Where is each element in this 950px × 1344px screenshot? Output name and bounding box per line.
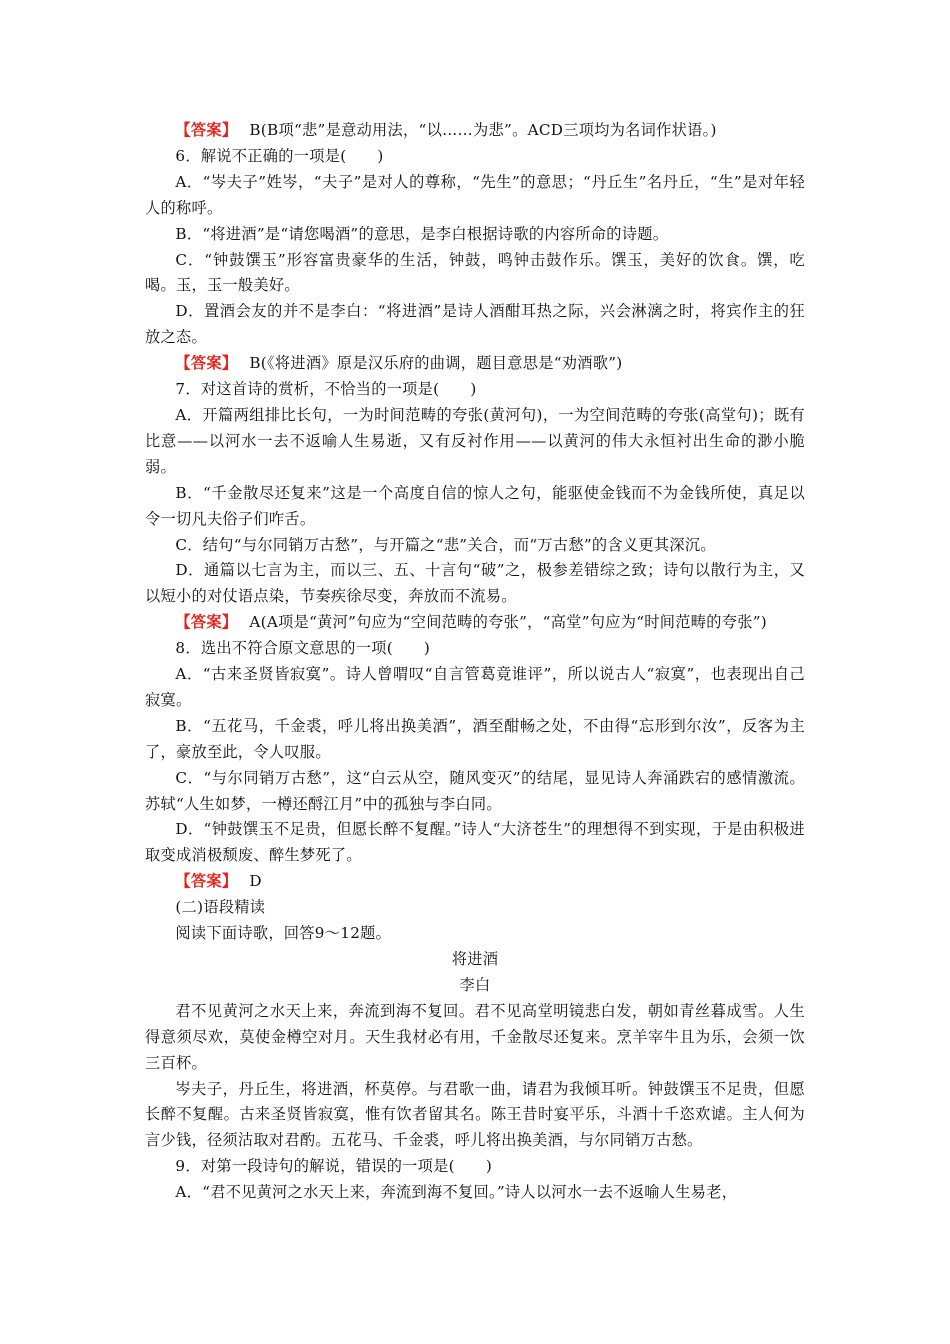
option-c: C．“与尔同销万古愁”，这“白云从空，随风变灭”的结尾，显见诗人奔涌跌宕的感情激流。苏轼“人生如梦，一樽还酹江月”中的孤独与李白同。 — [145, 768, 805, 813]
question-9: 9．对第一段诗句的解说，错误的一项是( ) — [175, 1157, 493, 1176]
reading-instruction: 阅读下面诗歌，回答9～12题。 — [175, 924, 392, 943]
option-c: C．结句“与尔同销万古愁”，与开篇之“悲”关合，而“万古愁”的含义更其深沉。 — [175, 535, 716, 554]
answer-label: 【答案】 — [175, 354, 238, 373]
option-a: A．“岑夫子”姓岑，“夫子”是对人的尊称，“先生”的意思；“丹丘生”名丹丘，“生”是对年轻人的称呼。 — [145, 172, 805, 217]
question-6: 6．解说不正确的一项是( ) — [175, 146, 384, 165]
answer-label: 【答案】 — [175, 613, 238, 632]
option-d: D．“钟鼓馔玉不足贵，但愿长醉不复醒。”诗人“大济苍生”的理想得不到实现，于是由积极进取变成消极颓废、醉生梦死了。 — [145, 820, 805, 865]
section-heading: (二)语段精读 — [175, 898, 266, 917]
option-a: A．“古来圣贤皆寂寞”。诗人曾喟叹“自言管葛竟谁评”，所以说古人“寂寞”，也表现出自己寂寞。 — [145, 665, 805, 709]
answer-text: B(B项“悲”是意动用法，“以……为悲”。ACD三项均为名词作状语。) — [249, 121, 717, 139]
option-b: B．“千金散尽还复来”这是一个高度自信的惊人之句，能驱使金钱而不为金钱所使，真足以令一切凡夫俗子们咋舌。 — [145, 483, 805, 528]
answer-text: B(《将进酒》原是汉乐府的曲调，题目意思是“劝酒歌”) — [249, 354, 623, 373]
answer-label: 【答案】 — [175, 121, 238, 139]
question-7: 7．对这首诗的赏析，不恰当的一项是( ) — [175, 380, 477, 399]
option-d: D．置酒会友的并不是李白：“将进酒”是诗人酒酣耳热之际，兴会淋漓之时，将宾作主的狂放之态。 — [145, 302, 805, 347]
question-8: 8．选出不符合原文意思的一项( ) — [175, 639, 431, 658]
option-a: A．“君不见黄河之水天上来，奔流到海不复回。”诗人以河水一去不返喻人生易老， — [175, 1183, 738, 1202]
answer-paragraph — [145, 869, 805, 895]
answer-label: 【答案】 — [175, 872, 238, 891]
option-a: A．开篇两组排比长句，一为时间范畴的夸张(黄河句)，一为空间范畴的夸张(高堂句)；既有比意——以河水一去不返喻人生易逝，又有反衬作用——以黄河的伟大永恒衬出生命的渺小脆弱。 — [145, 405, 805, 476]
poem-author: 李白 — [459, 975, 491, 994]
option-b: B．“将进酒”是“请您喝酒”的意思，是李白根据诗歌的内容所命的诗题。 — [175, 224, 669, 243]
poem-stanza-1: 君不见黄河之水天上来，奔流到海不复回。君不见高堂明镜悲白发，朝如青丝暮成雪。人生得意须尽欢，莫使金樽空对月。天生我材必有用，千金散尽还复来。烹羊宰牛且为乐，会须一饮三百杯。 — [145, 1001, 805, 1072]
poem-stanza-2: 岑夫子，丹丘生，将进酒，杯莫停。与君歌一曲，请君为我倾耳听。钟鼓馔玉不足贵，但愿长醉不复醒。古来圣贤皆寂寞，惟有饮者留其名。陈王昔时宴平乐，斗酒十千恣欢谑。主人何为言少钱，径须沽取对君酌。五花马、千金裘，呼儿将出换美酒，与尔同销万古愁。 — [145, 1079, 805, 1150]
answer-paragraph — [145, 610, 805, 636]
option-c: C．“钟鼓馔玉”形容富贵豪华的生活，钟鼓，鸣钟击鼓作乐。馔玉，美好的饮食。馔，吃喝。玉，玉一般美好。 — [145, 250, 805, 295]
document-page — [145, 118, 805, 1206]
answer-text: A(A项是“黄河”句应为“空间范畴的夸张”，“高堂”句应为“时间范畴的夸张”) — [249, 613, 768, 632]
poem-title: 将进酒 — [451, 950, 499, 968]
answer-text: D — [249, 872, 262, 891]
option-d: D．通篇以七言为主，而以三、五、十言句“破”之，极参差错综之致；诗句以散行为主，又以短小的对仗语点染，节奏疾徐尽变，奔放而不流易。 — [145, 561, 805, 606]
answer-paragraph — [145, 118, 805, 144]
answer-paragraph — [145, 351, 805, 377]
option-b: B．“五花马，千金裘，呼儿将出换美酒”，酒至酣畅之处，不由得“忘形到尔汝”，反客为主了，豪放至此，令人叹服。 — [145, 716, 805, 761]
